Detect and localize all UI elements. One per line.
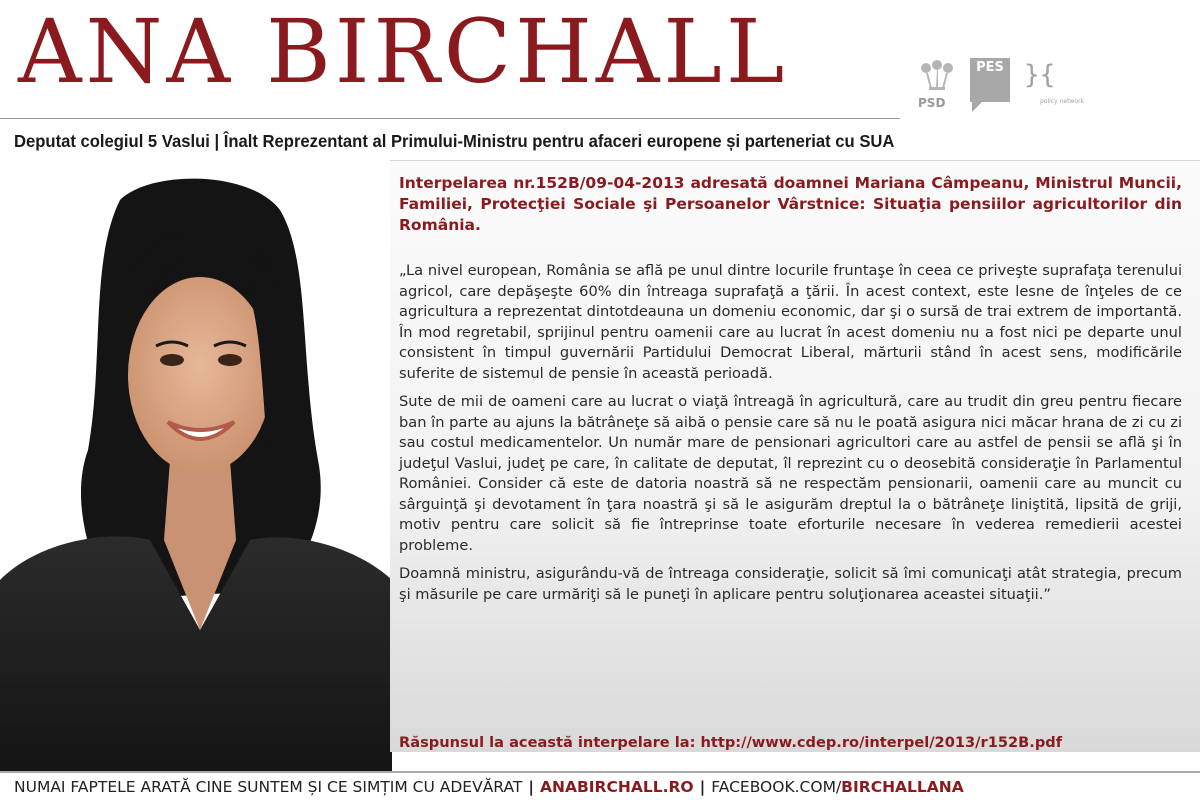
footer-divider bbox=[0, 771, 1200, 773]
website-link[interactable]: ANABIRCHALL.RO bbox=[540, 778, 694, 796]
interpellation-body bbox=[399, 261, 1182, 605]
pes-logo-text: PES bbox=[976, 60, 1004, 75]
psd-logo-text: PSD bbox=[918, 96, 946, 110]
body-paragraph: Sute de mii de oameni care au lucrat o viaţă întreagă în agricultură, care au trudit din greu pentru fiecare ban în parte au ajuns la bătrâneţe să aibă o pensie care să nu le poată asigura nici măcar hrana de zi cu zi sau costul medicamentelor. Un număr mare de pensionari agricultori care au astfel de pensii se află şi în judeţul Vaslui, judeţ pe care, în calitate de deputat, îl reprezint cu o deosebită consideraţie în Parlamentul României. Consider că este de datoria noastră să ne respectăm pensionarii, oamenii care au muncit cu sârguinţă şi devotament în ţara noastră şi să le asigurăm dreptul la o bătrâneţe liniştită, lipsită de griji, motiv pentru care solicit să fie întreprinse toate eforturile necesare în vederea remedierii acestei probleme. bbox=[399, 393, 1182, 554]
psd-logo bbox=[912, 58, 962, 116]
facebook-handle[interactable]: BIRCHALLANA bbox=[841, 778, 964, 796]
psd-roses-icon bbox=[912, 58, 962, 98]
brand-name: ANA BIRCHALL bbox=[18, 0, 789, 103]
portrait-photo bbox=[0, 160, 392, 772]
body-paragraph: „La nivel european, România se află pe unul dintre locurile fruntaşe în ceea ce priveşte suprafaţa terenului agricol, care depăşeşte 60% din întreaga suprafaţă a ţării. În acest context, este lesne de înţeles de ce agricultura a reprezentat dintotdeauna un domeniu economic, dar şi o sursă de trai extrem de importantă. În mod regretabil, sprijinul pentru oamenii care au lucrat în acest domeniu nu a fost nici pe departe unul consistent în timpul guvernării Partidului Democrat Liberal, mărturii stând în acest sens, modificările suferite de sistemul de pensie în această perioadă. bbox=[399, 262, 1182, 382]
policy-network-logo bbox=[1024, 60, 1094, 116]
portrait-illustration bbox=[0, 160, 392, 772]
interpellation-title: Interpelarea nr.152B/09-04-2013 adresată doamnei Mariana Câmpeanu, Ministrul Muncii, Familiei, Protecţiei Sociale şi Persoanelor Vârstnice: Situaţia pensiilor agricultorilor din România. bbox=[399, 174, 1182, 234]
pes-logo bbox=[970, 58, 1010, 102]
header bbox=[0, 0, 1200, 120]
facebook-prefix[interactable]: FACEBOOK.COM/ bbox=[711, 778, 842, 796]
footer-separator: | bbox=[528, 778, 534, 796]
footer bbox=[14, 776, 964, 798]
interpellation-panel bbox=[390, 160, 1200, 752]
policy-network-text: policy network bbox=[1040, 98, 1084, 105]
subtitle: Deputat colegiul 5 Vaslui | Înalt Reprezentant al Primului-Ministru pentru afaceri europene și parteneriat cu SUA bbox=[14, 131, 895, 151]
policy-network-braces-icon: }{ bbox=[1024, 60, 1056, 90]
answer-link[interactable]: Răspunsul la această interpelare la: http://www.cdep.ro/interpel/2013/r152B.pdf bbox=[399, 734, 1063, 751]
footer-motto: NUMAI FAPTELE ARATĂ CINE SUNTEM ȘI CE SIMȚIM CU ADEVĂRAT bbox=[14, 778, 523, 796]
footer-separator: | bbox=[699, 778, 706, 796]
header-divider bbox=[0, 118, 900, 119]
pes-logo-tail bbox=[972, 102, 982, 112]
body-paragraph: Doamnă ministru, asigurându-vă de întreaga consideraţie, solicit să îmi comunicaţi atât strategia, precum şi măsurile pe care urmăriţi să le puneţi în aplicare pentru soluţionarea aceastei situaţii.” bbox=[399, 565, 1182, 603]
party-logos bbox=[912, 58, 1192, 118]
